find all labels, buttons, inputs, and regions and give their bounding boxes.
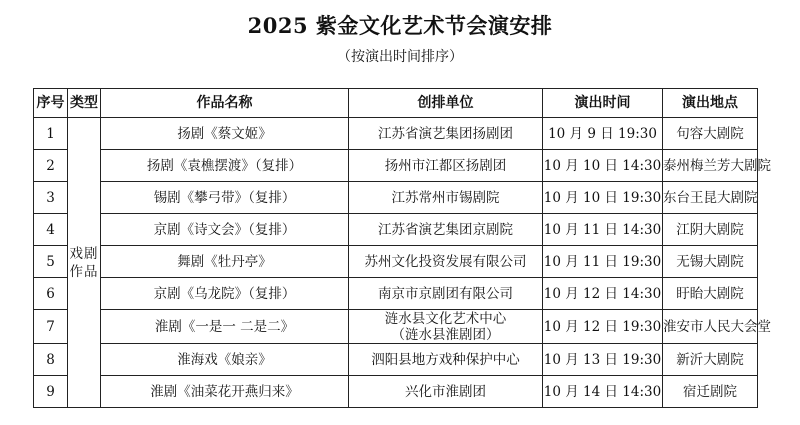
row-seq: 1	[34, 118, 68, 150]
row-time: 10 月 11 日 19:30	[543, 246, 663, 278]
row-venue: 江阴大剧院	[663, 214, 758, 246]
table-row	[34, 246, 758, 278]
row-time: 10 月 12 日 19:30	[543, 310, 663, 344]
row-venue: 盱眙大剧院	[663, 278, 758, 310]
table-header-row	[34, 89, 758, 118]
row-work: 淮海戏《娘亲》	[101, 344, 349, 376]
row-unit-line2: （涟水县淮剧团）	[391, 326, 500, 343]
table-row	[34, 344, 758, 376]
row-unit: 南京市京剧团有限公司	[349, 278, 543, 310]
row-time: 10 月 11 日 14:30	[543, 214, 663, 246]
table-row	[34, 214, 758, 246]
header-unit: 创排单位	[349, 89, 543, 118]
table-row	[34, 118, 758, 150]
page-title: 2025 紫金文化艺术节会演安排	[247, 13, 553, 38]
row-seq: 3	[34, 182, 68, 214]
row-time: 10 月 10 日 19:30	[543, 182, 663, 214]
row-seq: 4	[34, 214, 68, 246]
row-time: 10 月 13 日 19:30	[543, 344, 663, 376]
row-work: 淮剧《一是一 二是二》	[101, 310, 349, 344]
row-unit: 江苏省演艺集团扬剧团	[349, 118, 543, 150]
row-venue: 泰州梅兰芳大剧院	[663, 150, 758, 182]
header-time: 演出时间	[543, 89, 663, 118]
row-seq: 6	[34, 278, 68, 310]
header-venue: 演出地点	[663, 89, 758, 118]
row-time: 10 月 12 日 14:30	[543, 278, 663, 310]
row-work: 京剧《乌龙院》（复排）	[101, 278, 349, 310]
row-unit-line1: 涟水县文化艺术中心	[384, 310, 507, 327]
row-work: 扬剧《蔡文姬》	[101, 118, 349, 150]
header-type: 类型	[68, 89, 101, 118]
row-work: 淮剧《油菜花开燕归来》	[101, 376, 349, 408]
table-row	[34, 376, 758, 408]
row-unit: 江苏省演艺集团京剧院	[349, 214, 543, 246]
page-subtitle: （按演出时间排序）	[337, 49, 463, 65]
header-work: 作品名称	[101, 89, 349, 118]
table-row	[34, 182, 758, 214]
row-seq: 5	[34, 246, 68, 278]
row-seq: 9	[34, 376, 68, 408]
row-work: 扬剧《袁樵摆渡》（复排）	[101, 150, 349, 182]
row-time: 10 月 9 日 19:30	[543, 118, 663, 150]
schedule-table	[33, 88, 771, 408]
table-row	[34, 278, 758, 310]
row-work: 京剧《诗文会》（复排）	[101, 214, 349, 246]
row-unit	[349, 310, 543, 344]
table-row	[34, 310, 758, 344]
row-venue: 无锡大剧院	[663, 246, 758, 278]
row-unit: 苏州文化投资发展有限公司	[349, 246, 543, 278]
row-seq: 2	[34, 150, 68, 182]
row-time: 10 月 14 日 14:30	[543, 376, 663, 408]
type-cell: 戏剧作品	[68, 118, 101, 408]
row-venue: 淮安市人民大会堂	[663, 310, 758, 344]
row-venue: 新沂大剧院	[663, 344, 758, 376]
row-venue: 东台王昆大剧院	[663, 182, 758, 214]
row-unit: 泗阳县地方戏种保护中心	[349, 344, 543, 376]
table-row	[34, 150, 758, 182]
row-venue: 句容大剧院	[663, 118, 758, 150]
row-unit: 扬州市江都区扬剧团	[349, 150, 543, 182]
row-time: 10 月 10 日 14:30	[543, 150, 663, 182]
row-unit: 江苏常州市锡剧院	[349, 182, 543, 214]
row-work: 锡剧《攀弓带》（复排）	[101, 182, 349, 214]
header-seq: 序号	[34, 89, 68, 118]
row-venue: 宿迁剧院	[663, 376, 758, 408]
row-seq: 7	[34, 310, 68, 344]
row-seq: 8	[34, 344, 68, 376]
row-unit: 兴化市淮剧团	[349, 376, 543, 408]
row-work: 舞剧《牡丹亭》	[101, 246, 349, 278]
